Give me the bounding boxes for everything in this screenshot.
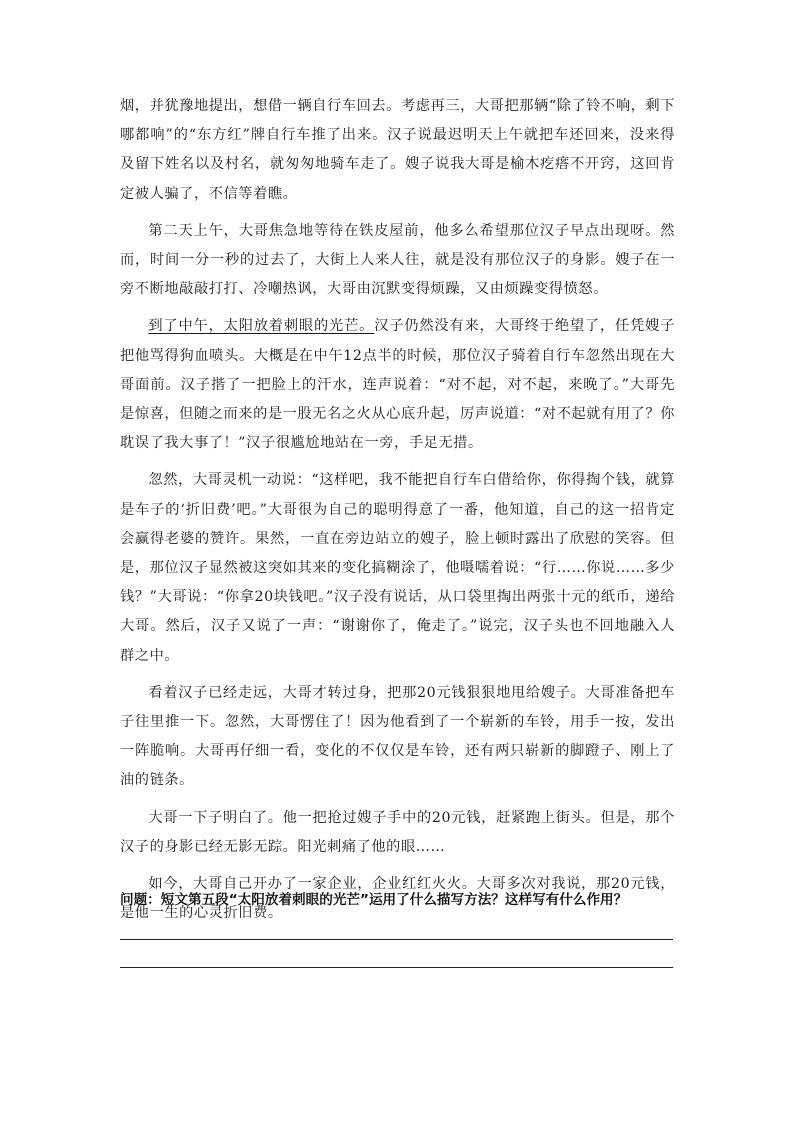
paragraph-text: 看着汉子已经走远，大哥才转过身，把那20元钱狠狠地甩给嫂子。大哥准备把车子往里推一下。忽然，大哥愣住了！因为他看到了一个崭新的车铃，用手一按，发出一阵脆响。大哥再仔细一看，变化的不仅仅是车铃，还有两只崭新的脚蹬子、刚上了油的链条。 — [120, 684, 675, 789]
paragraph-text: 大哥一下子明白了。他一把抢过嫂子手中的20元钱，赶紧跑上街头。但是，那个汉子的身影已经无影无踪。阳光刺痛了他的眼…… — [120, 809, 675, 855]
paragraph-6 — [120, 804, 675, 862]
paragraph-text: 如今，大哥自己开办了一家企业，企业红红火火。大哥多次对我说，那20元钱，是他一生的心灵折旧费。 — [120, 876, 675, 922]
paragraph-4 — [120, 466, 675, 670]
answer-line[interactable] — [120, 939, 673, 940]
story-text — [120, 92, 675, 936]
paragraph-3 — [120, 312, 675, 458]
paragraph-text: 第二天上午，大哥焦急地等待在铁皮屋前，他多么希望那位汉子早点出现呀。然而，时间一分一秒的过去了，大街上人来人往，就是没有那位汉子的身影。嫂子在一旁不断地敲敲打打、冷嘲热讽，大哥由沉默变得烦躁，又由烦躁变得愤怒。 — [120, 222, 675, 298]
underlined-sentence: 到了中午，太阳放着刺眼的光芒。 — [148, 318, 375, 335]
paragraph-2 — [120, 217, 675, 305]
answer-line[interactable] — [120, 967, 673, 968]
paragraph-5 — [120, 679, 675, 796]
paragraph-text: 烟，并犹豫地提出，想借一辆自行车回去。考虑再三，大哥把那辆“除了铃不响，剩下哪都响”的“东方红”牌自行车推了出来。汉子说最迟明天上午就把车还回来，没来得及留下姓名以及村名，就匆匆地骑车走了。嫂子说我大哥是榆木疙瘩不开窍，这回肯定被人骗了，不信等着瞧。 — [120, 98, 675, 202]
paragraph-1 — [120, 92, 675, 209]
question-text: 问题：短文第五段“太阳放着刺眼的光芒”运用了什么描写方法？这样写有什么作用？ — [120, 892, 628, 908]
paragraph-text: 忽然，大哥灵机一动说：“这样吧，我不能把自行车白借给你，你得掏个钱，就算是车子的‘折旧费’吧。”大哥很为自己的聪明得意了一番，他知道，自己的这一招肯定会赢得老婆的赞许。果然，一直在旁边站立的嫂子，脸上顿时露出了欣慰的笑容。但是，那位汉子显然被这突如其来的变化搞糊涂了，他嗫嚅着说：“行……你说……多少钱？”大哥说：“你拿20块钱吧。”汉子没有说话，从口袋里掏出两张十元的纸币，递给大哥。然后，汉子又说了一声：“谢谢你了，俺走了。”说完，汉子头也不回地融入人群之中。 — [120, 472, 675, 664]
paragraph-text: 汉子仍然没有来，大哥终于绝望了，任凭嫂子把他骂得狗血喷头。大概是在中午12点半的时候，那位汉子骑着自行车忽然出现在大哥面前。汉子揩了一把脸上的汗水，连声说着：“对不起，对不起，来晚了。”大哥先是惊喜，但随之而来的是一股无名之火从心底升起，厉声说道：“对不起就有用了？你耽误了我大事了！”汉子很尴尬地站在一旁，手足无措。 — [120, 318, 675, 452]
